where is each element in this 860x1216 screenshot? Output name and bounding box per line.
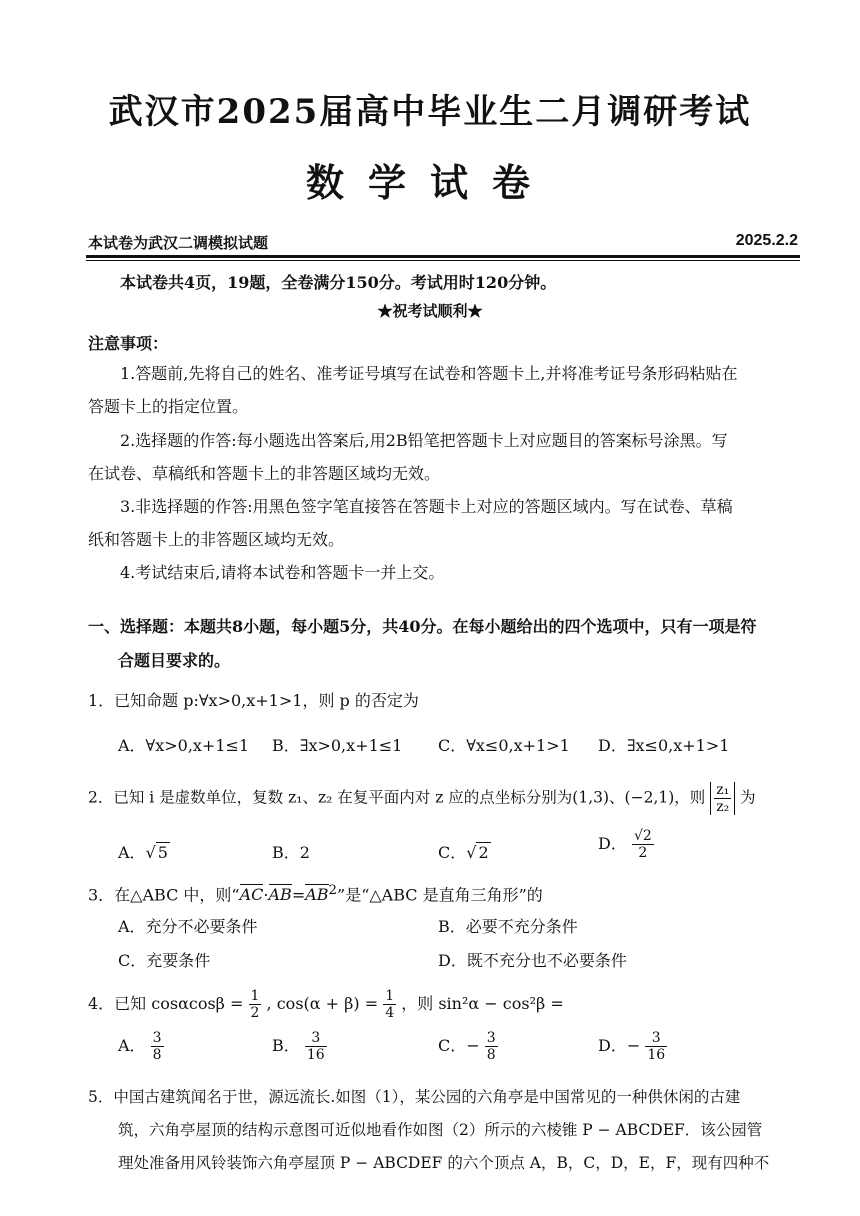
question-2-stem-text: 2．已知 i 是虚数单位，复数 z₁、z₂ 在复平面内对 z 应的点坐标分别为(1,3)、(−2,1)，则 [88, 788, 706, 807]
question-1-option-d: D．∃x≤0,x+1>1 [598, 736, 730, 755]
notice-2-line-1: 2.选择题的作答:每小题选出答案后,用2B铅笔把答题卡上对应题目的答案标号涂黑。写 [120, 431, 728, 450]
question-2-stem-tail: 为 [740, 788, 756, 807]
vector-ab-squared: AB [305, 885, 329, 905]
exam-date: 2025.2.2 [735, 232, 798, 249]
question-4-option-c: C．− $\frac{3}{8}$ [438, 1030, 496, 1063]
question-5-line-3: 理处准备用风铃装饰六角亭屋顶 P − ABCDEF 的六个顶点 A，B，C，D，E，F，现有四种不 [118, 1154, 770, 1172]
vector-ab: AB [268, 885, 292, 905]
question-5-line-2: 筑，六角亭屋顶的结构示意图可近似地看作如图（2）所示的六棱锥 P − ABCDEF．该公园管 [118, 1121, 763, 1139]
good-luck-line: ★祝考试顺利★ [377, 302, 483, 320]
question-3-stem: 3．在△ABC 中，则“$AC\cdot AB=AB^2$”是“△ABC 是直角三角形”的 [88, 883, 543, 905]
question-3-option-d: D．既不充分也不必要条件 [438, 951, 627, 970]
exam-title: 武汉市2025届高中毕业生二月调研考试 [108, 92, 752, 132]
question-4-option-d: D．− $\frac{3}{16}$ [598, 1030, 666, 1063]
question-4-option-b: B． $\frac{3}{16}$ [272, 1030, 325, 1063]
sqrt-radicand: 2 [478, 843, 489, 862]
modulus-denominator: z₂ [716, 799, 730, 815]
modulus-expression [710, 782, 735, 815]
header-row [88, 232, 798, 256]
subject-title: 数学试卷 [305, 160, 554, 205]
question-5-line-1: 5．中国古建筑闻名于世，源远流长.如图（1），某公园的六角亭是中国常见的一种供休闲的古建 [88, 1088, 741, 1106]
notice-4: 4.考试结束后,请将本试卷和答题卡一并上交。 [120, 563, 445, 582]
notice-2-line-2: 在试卷、草稿纸和答题卡上的非答题区域均无效。 [88, 464, 441, 483]
question-2-option-d: D． $\frac{√2}{2}$ [598, 828, 652, 861]
question-1-option-c: C．∀x≤0,x+1>1 [438, 736, 570, 755]
modulus-numerator: z₁ [716, 782, 730, 798]
notice-1-line-2: 答题卡上的指定位置。 [88, 397, 249, 416]
question-2-option-c: C．√ 2 [438, 843, 489, 862]
question-2-option-b: B．2 [272, 843, 310, 862]
exam-info: 本试卷共4页，19题，全卷满分150分。考试用时120分钟。 [120, 273, 557, 292]
header-rule-thin [86, 260, 800, 261]
question-1-stem: 1．已知命题 p:∀x>0,x+1>1，则 p 的否定为 [88, 691, 419, 710]
vector-ac: AC [239, 885, 264, 905]
notice-1-line-1: 1.答题前,先将自己的姓名、准考证号填写在试卷和答题卡上,并将准考证号条形码粘贴在 [120, 364, 738, 383]
sqrt-radicand: 5 [157, 843, 168, 862]
question-4-stem: 4．已知 cosαcosβ = $\frac{1}{2}$ , cos(α + β) = $\frac{1}{4}$ ，则 sin²α − cos²β = [88, 988, 564, 1021]
question-3-option-c: C．充要条件 [118, 951, 211, 970]
notice-title: 注意事项： [88, 334, 169, 353]
header-rule [86, 255, 800, 258]
simulation-note: 本试卷为武汉二调模拟试题 [88, 234, 269, 252]
notice-3-line-2: 纸和答题卡上的非答题区域均无效。 [88, 530, 345, 549]
question-3-option-b: B．必要不充分条件 [438, 917, 578, 936]
question-3-option-a: A．充分不必要条件 [118, 917, 258, 936]
question-1-option-b: B．∃x>0,x+1≤1 [272, 736, 403, 755]
section-1-heading-line-2: 合题目要求的。 [118, 651, 231, 670]
section-1-heading-line-1: 一、选择题：本题共8小题，每小题5分，共40分。在每小题给出的四个选项中，只有一项是符 [88, 617, 757, 636]
question-4-option-a: A． $\frac{3}{8}$ [118, 1030, 162, 1063]
question-2-option-a: A．√ 5 [118, 843, 168, 862]
notice-3-line-1: 3.非选择题的作答:用黑色签字笔直接答在答题卡上对应的答题区域内。写在试卷、草稿 [120, 497, 733, 516]
question-2-stem [88, 782, 756, 815]
question-1-option-a: A．∀x>0,x+1≤1 [118, 736, 250, 755]
